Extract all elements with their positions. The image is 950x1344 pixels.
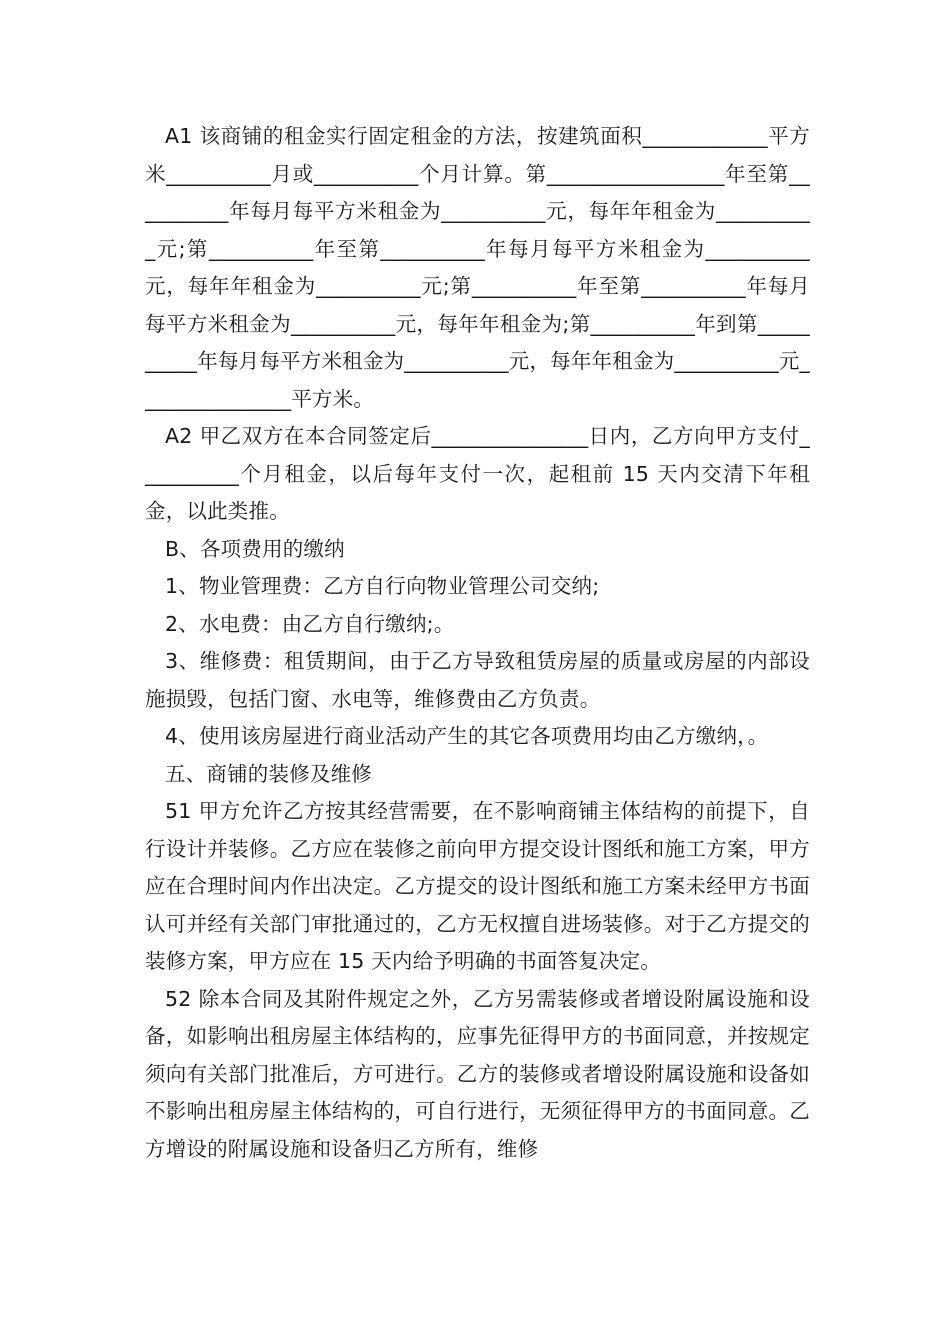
paragraph-utility-fee: 2、水电费：由乙方自行缴纳;。 bbox=[165, 611, 455, 636]
paragraph-property-fee: 1、物业管理费：乙方自行向物业管理公司交纳; bbox=[165, 574, 600, 598]
paragraph-clause-51: 51 甲方允许乙方按其经营需要，在不影响商铺主体结构的前提下，自行设计并装修。乙方应在装修之前向甲方提交设计图纸和施工方案，甲方应在合理时间内作出决定。乙方提交的设计图纸和施工方案未经甲方书面认可并经有关部门审批通过的，乙方无权擅自进场装修。对于乙方提交的装修方案，甲方应在 15 天内给予明确的书面答复决定。 bbox=[145, 799, 810, 973]
document-body bbox=[145, 118, 810, 1168]
paragraph-other-fees: 4、使用该房屋进行商业活动产生的其它各项费用均由乙方缴纳，。 bbox=[165, 724, 769, 748]
section-heading-renovation: 五、商铺的装修及维修 bbox=[165, 761, 372, 786]
paragraph-fees-heading: B、各项费用的缴纳 bbox=[165, 536, 345, 561]
paragraph-repair-fee: 3、维修费：租赁期间，由于乙方导致租赁房屋的质量或房屋的内部设施损毁，包括门窗、水电等，维修费由乙方负责。 bbox=[145, 649, 810, 711]
paragraph-clause-52: 52 除本合同及其附件规定之外，乙方另需装修或者增设附属设施和设备，如影响出租房屋主体结构的，应事先征得甲方的书面同意，并按规定须向有关部门批准后，方可进行。乙方的装修或者增设附属设施和设备如不影响出租房屋主体结构的，可自行进行，无须征得甲方的书面同意。乙方增设的附属设施和设备归乙方所有，维修 bbox=[145, 986, 810, 1161]
paragraph-payment-a2: A2 甲乙双方在本合同签定后_______________日内，乙方向甲方支付__________个月租金，以后每年支付一次，起租前 15 天内交清下年租金，以此类推。 bbox=[145, 424, 810, 523]
paragraph-rent-a1: A1 该商铺的租金实行固定租金的方法，按建筑面积____________平方米__________月或__________个月计算。第_________________年至第__________年每月每平方米租金为__________元，每年年租金为__________元;第__________年至第__________年每月每平方米租金为__________元，每年年租金为__________元;第__________年至第__________年每月每平方米租金为__________元，每年年租金为;第__________年到第__________年每月每平方米租金为__________元，每年年租金为__________元_______________平方米。 bbox=[145, 124, 810, 411]
